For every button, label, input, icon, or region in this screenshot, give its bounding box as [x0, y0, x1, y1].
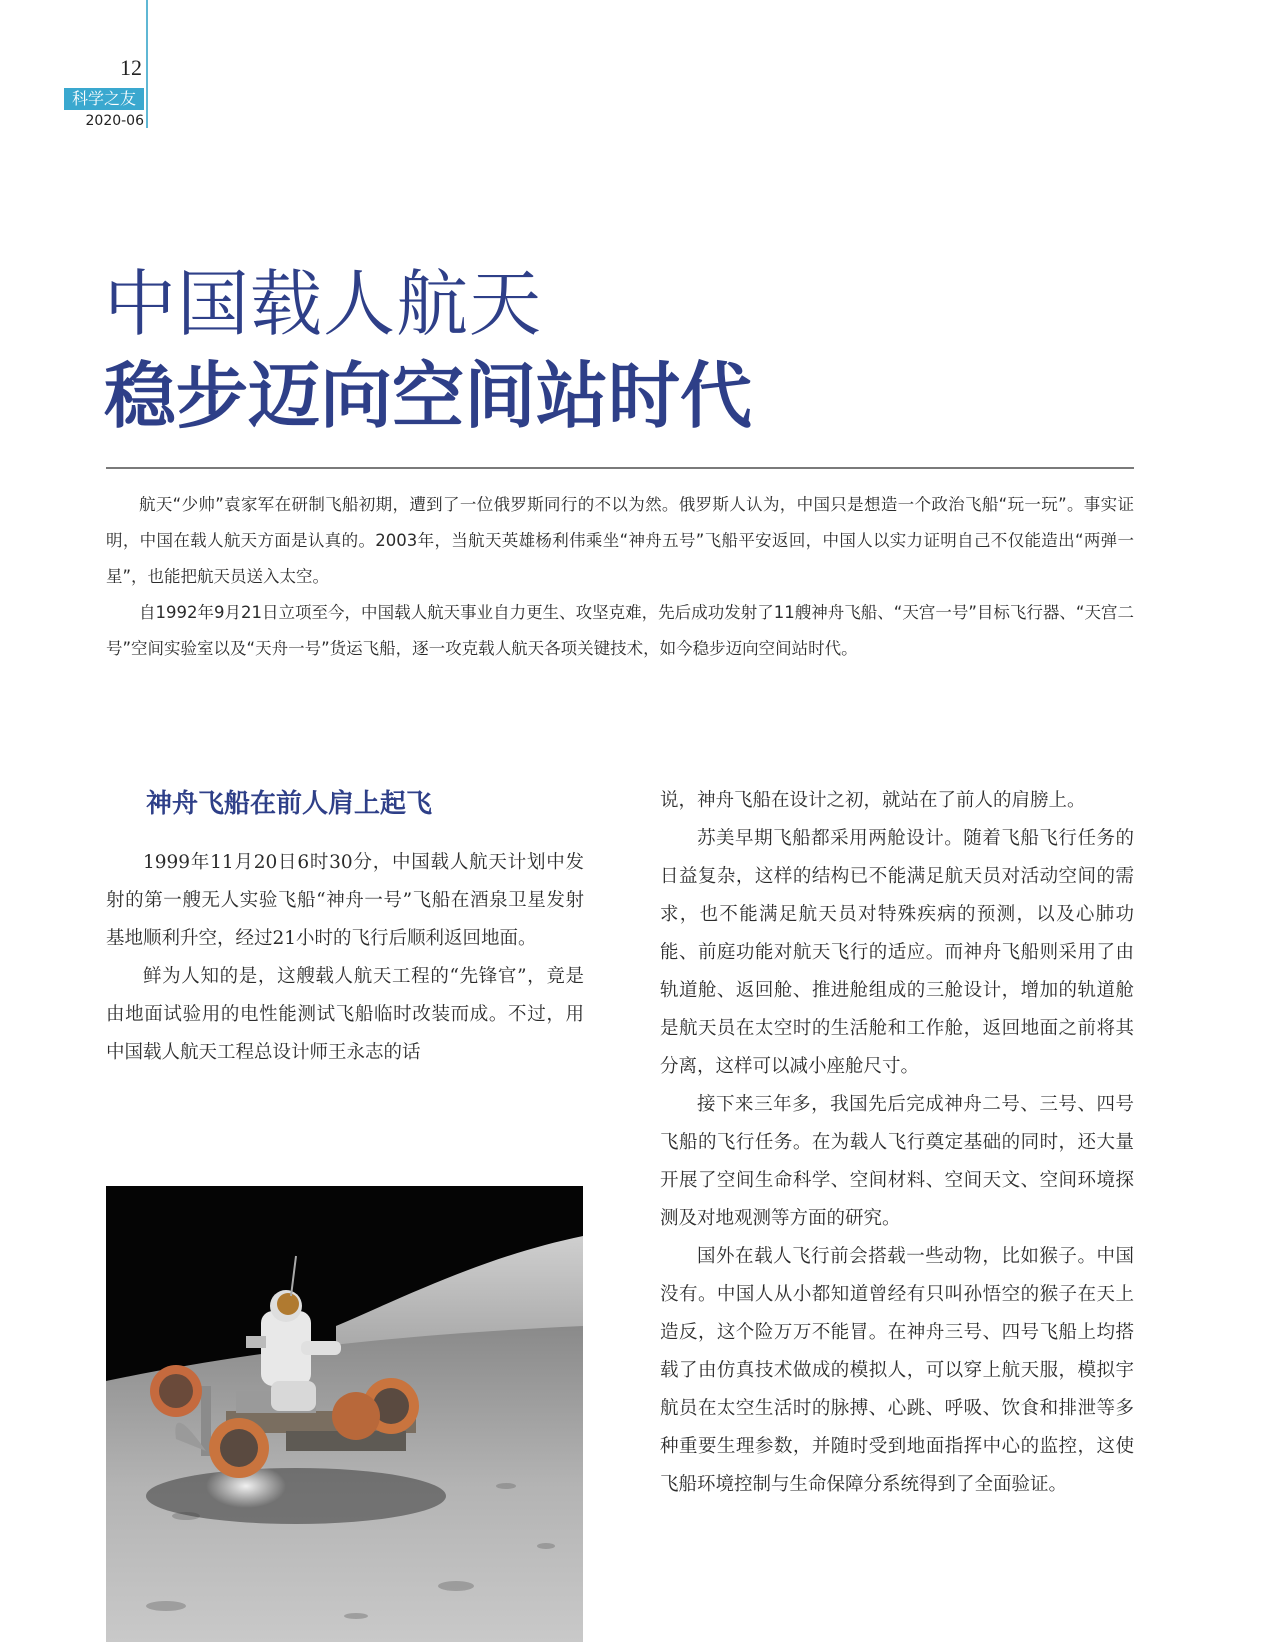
intro-paragraph: 航天“少帅”袁家军在研制飞船初期，遭到了一位俄罗斯同行的不以为然。俄罗斯人认为，中国只是想造一个政治飞船“玩一玩”。事实证明，中国在载人航天方面是认真的。2003年，当航天英雄杨利伟乘坐“神舟五号”飞船平安返回，中国人以实力证明自己不仅能造出“两弹一星”，也能把航天员送入太空。: [106, 495, 1134, 586]
header-divider-line: [146, 0, 148, 128]
right-column: [660, 782, 1134, 1504]
article-title-line1: 中国载人航天: [104, 262, 543, 346]
issue-date: 2020-06: [85, 113, 144, 129]
left-column: [106, 782, 584, 1072]
body-paragraph: 接下来三年多，我国先后完成神舟二号、三号、四号飞船的飞行任务。在为载人飞行奠定基础的同时，还大量开展了空间生命科学、空间材料、空间天文、空间环境探测及对地观测等方面的研究。: [660, 1094, 1134, 1229]
body-paragraph: 国外在载人飞行前会搭载一些动物，比如猴子。中国没有。中国人从小都知道曾经有只叫孙悟空的猴子在天上造反，这个险万万不能冒。在神舟三号、四号飞船上均搭载了由仿真技术做成的模拟人，可以穿上航天服，模拟宇航员在太空生活时的脉搏、心跳、呼吸、饮食和排泄等多种重要生理参数，并随时受到地面指挥中心的监控，这使飞船环境控制与生命保障分系统得到了全面验证。: [660, 1246, 1134, 1495]
page-number: 12: [120, 55, 142, 80]
article-intro: [106, 487, 1134, 667]
right-body-text: [660, 782, 1134, 1504]
lunar-rover-photo: [106, 1186, 583, 1642]
section-title: 神舟飞船在前人肩上起飞: [146, 789, 433, 819]
left-body-text: [106, 844, 584, 1072]
body-paragraph-continuation: 说，神舟飞船在设计之初，就站在了前人的肩膀上。: [660, 790, 1086, 811]
article-title-line2: 稳步迈向空间站时代: [104, 354, 753, 438]
intro-paragraph: 自1992年9月21日立项至今，中国载人航天事业自力更生、攻坚克难，先后成功发射了11艘神舟飞船、“天宫一号”目标飞行器、“天宫二号”空间实验室以及“天舟一号”货运飞船，逐一攻克载人航天各项关键技术，如今稳步迈向空间站时代。: [106, 603, 1134, 658]
body-paragraph: 鲜为人知的是，这艘载人航天工程的“先锋官”，竟是由地面试验用的电性能测试飞船临时改装而成。不过，用中国载人航天工程总设计师王永志的话: [106, 966, 584, 1063]
body-paragraph: 苏美早期飞船都采用两舱设计。随着飞船飞行任务的日益复杂，这样的结构已不能满足航天员对活动空间的需求，也不能满足航天员对特殊疾病的预测，以及心肺功能、前庭功能对航天飞行的适应。而神舟飞船则采用了由轨道舱、返回舱、推进舱组成的三舱设计，增加的轨道舱是航天员在太空时的生活舱和工作舱，返回地面之前将其分离，这样可以减小座舱尺寸。: [660, 828, 1134, 1077]
title-divider: [106, 467, 1134, 469]
body-paragraph: 1999年11月20日6时30分，中国载人航天计划中发射的第一艘无人实验飞船“神舟一号”飞船在酒泉卫星发射基地顺利升空，经过21小时的飞行后顺利返回地面。: [106, 852, 584, 949]
magazine-name: 科学之友: [64, 88, 144, 110]
